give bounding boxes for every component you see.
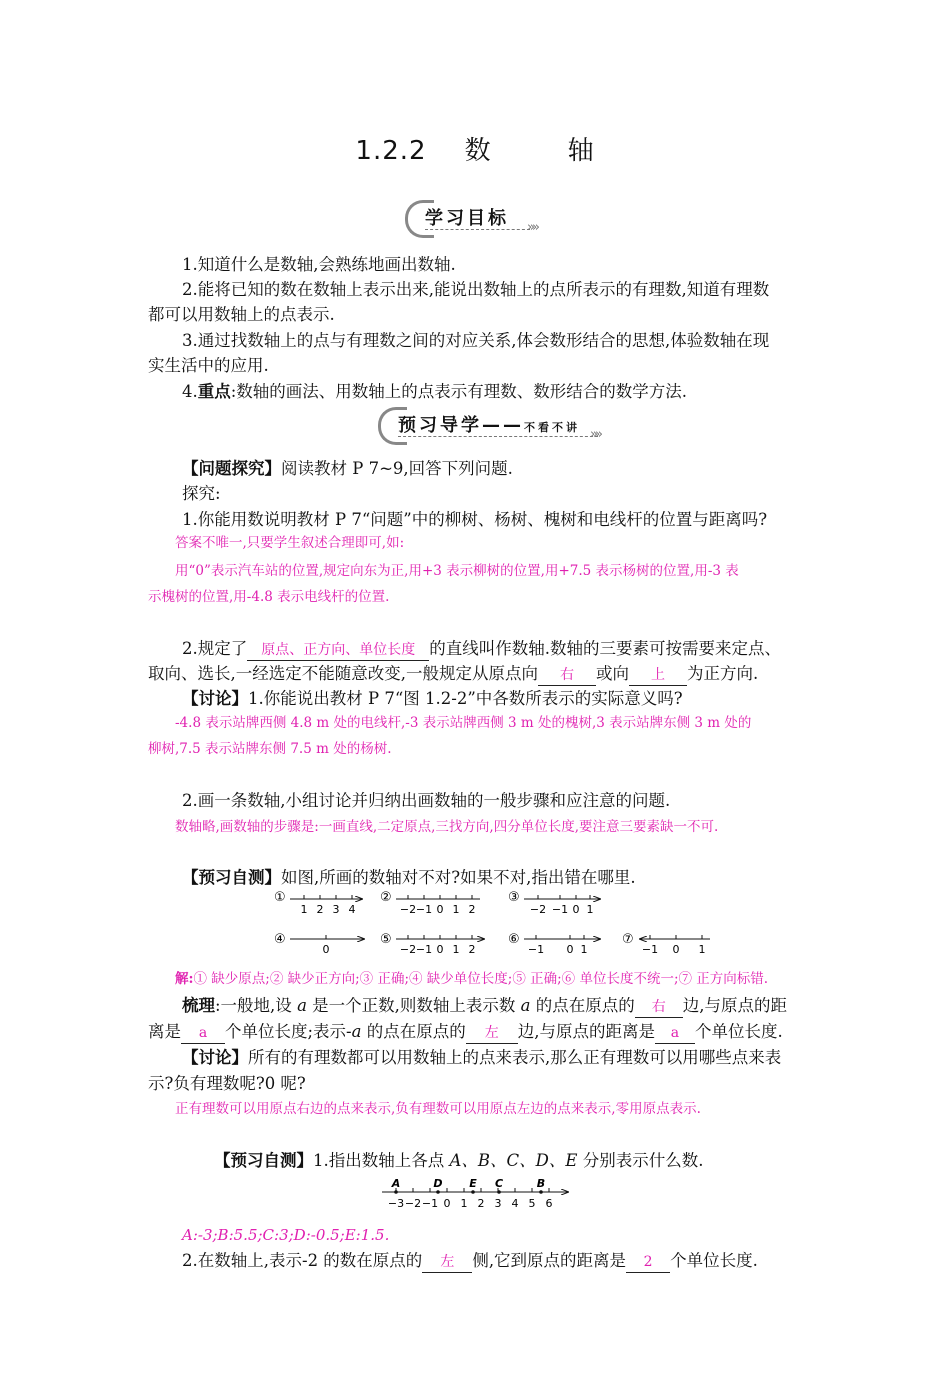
summary-line-2: 离是 a 个单位长度;表示-a 的点在原点的 左 边,与原点的距离是 a 个单位长度. — [148, 1019, 783, 1045]
tick-label: −1 — [551, 903, 569, 916]
goal-3-line-1: 3.通过找数轴上的点与有理数之间的对应关系,体会数形结合的思想,体验数轴在现 — [182, 331, 770, 350]
summary-line-1: 梳理:一般地,设 a 是一个正数,则数轴上表示数 a 的点在原点的 右 边,与原点的距 — [182, 993, 787, 1019]
axis-figure-4 — [274, 932, 364, 956]
point-dot — [394, 1190, 398, 1194]
discuss2-line-2: 示?负有理数呢?0 呢? — [148, 1074, 306, 1093]
number-line-abcde — [378, 1174, 578, 1214]
title-char-2: 轴 — [567, 136, 595, 166]
title-char-1: 数 — [464, 136, 492, 166]
discuss1-a2: 数轴略,画数轴的步骤是:一画直线,二定原点,三找方向,四分单位长度,要注意三要素缺一不可. — [175, 819, 719, 835]
tick-label: 0 — [436, 943, 444, 956]
blank-answer: 上 — [629, 665, 687, 686]
tick-label: −2 — [529, 903, 547, 916]
blank-answer: 右 — [538, 665, 596, 686]
tick-label: 2 — [316, 903, 324, 916]
point-dot — [497, 1190, 501, 1194]
blank-answer: a — [655, 1023, 695, 1044]
badge-label: 学习目标 — [425, 208, 509, 229]
tick-label: 4 — [511, 1197, 519, 1210]
section-badge-preview — [378, 405, 608, 445]
blank-answer: 2 — [626, 1252, 670, 1273]
point-dot — [436, 1190, 440, 1194]
tick-label: 1 — [300, 903, 308, 916]
discuss1-q2: 2.画一条数轴,小组讨论并归纳出画数轴的一般步骤和应注意的问题. — [182, 791, 671, 810]
discuss1-a1-line-1: -4.8 表示站牌西侧 4.8 m 处的电线杆,-3 表示站牌西侧 3 m 处的槐树,3 表示站牌东侧 3 m 处的 — [175, 715, 752, 731]
axis-figure-2 — [380, 890, 480, 916]
discuss2-answer: 正有理数可以用原点右边的点来表示,负有理数可以用原点左边的点来表示,零用原点表示. — [175, 1101, 701, 1117]
explore-label: 探究: — [182, 484, 221, 503]
selftest2-q1: 【预习自测】1.指出数轴上各点 A、B、C、D、E 分别表示什么数. — [214, 1151, 704, 1170]
figure-mark: ④ — [274, 932, 286, 947]
tick-label: 2 — [468, 903, 476, 916]
selftest1-question: 【预习自测】如图,所画的数轴对不对?如果不对,指出错在哪里. — [182, 868, 636, 887]
chevron-right-icon: »» — [527, 220, 537, 235]
blank-answer: 左 — [422, 1252, 472, 1273]
axis-figure-6 — [508, 932, 600, 956]
tick-label: −2 — [399, 903, 417, 916]
axis-figure-5 — [380, 932, 484, 956]
point-label-b: B — [536, 1177, 546, 1190]
figure-mark: ① — [274, 890, 286, 905]
tick-label: 0 — [436, 903, 444, 916]
figure-mark: ③ — [508, 890, 520, 905]
tick-label: −1 — [421, 1197, 439, 1210]
page-title — [0, 130, 950, 167]
tick-label: −3 — [387, 1197, 405, 1210]
tick-label: 1 — [452, 903, 460, 916]
figure-mark: ⑦ — [622, 932, 634, 947]
title-number: 1.2.2 — [355, 136, 427, 166]
explore-intro: 【问题探究】阅读教材 P 7~9,回答下列问题. — [182, 459, 513, 478]
axis-figure-7 — [622, 932, 710, 956]
selftest2-a1: A:-3;B:5.5;C:3;D:-0.5;E:1.5. — [182, 1226, 390, 1244]
tick-label: 1 — [580, 943, 588, 956]
tick-label: 1 — [460, 1197, 468, 1210]
tick-label: 2 — [477, 1197, 485, 1210]
tick-label: 4 — [348, 903, 356, 916]
section-badge-goals — [405, 198, 545, 238]
point-label-e: E — [469, 1177, 477, 1190]
tick-label: 6 — [545, 1197, 553, 1210]
tick-label: 0 — [672, 943, 680, 956]
point-dot — [471, 1190, 475, 1194]
tick-label: −1 — [415, 943, 433, 956]
tick-label: 2 — [468, 943, 476, 956]
tick-label: 3 — [494, 1197, 502, 1210]
blank-answer: 原点、正方向、单位长度 — [247, 640, 429, 661]
tick-label: 3 — [332, 903, 340, 916]
tick-label: 5 — [528, 1197, 536, 1210]
discuss1-q1: 【讨论】1.你能说出教材 P 7“图 1.2-2”中各数所表示的实际意义吗? — [182, 689, 683, 708]
tick-label: 0 — [572, 903, 580, 916]
blank-answer: 左 — [466, 1023, 518, 1044]
tick-label: 0 — [322, 943, 330, 956]
tick-label: −1 — [415, 903, 433, 916]
tick-label: 1 — [698, 943, 706, 956]
point-dot — [539, 1190, 543, 1194]
figure-mark: ② — [380, 890, 392, 905]
figure-mark: ⑤ — [380, 932, 392, 947]
tick-label: −1 — [641, 943, 659, 956]
tick-label: −1 — [527, 943, 545, 956]
goal-2-line-1: 2.能将已知的数在数轴上表示出来,能说出数轴上的点所表示的有理数,知道有理数 — [182, 280, 770, 299]
badge-label: 预习导学——不看不讲 — [398, 415, 580, 436]
tick-label: −2 — [399, 943, 417, 956]
blank-answer: 右 — [635, 997, 683, 1018]
point-label-a: A — [391, 1177, 401, 1190]
point-label-d: D — [433, 1177, 443, 1190]
discuss2-line-1: 【讨论】所有的有理数都可以用数轴上的点来表示,那么正有理数可以用哪些点来表 — [182, 1048, 782, 1067]
point-label-c: C — [494, 1177, 504, 1190]
explore-a1-line-3: 示槐树的位置,用-4.8 表示电线杆的位置. — [148, 589, 390, 605]
tick-label: 1 — [586, 903, 594, 916]
tick-label: −2 — [404, 1197, 422, 1210]
selftest1-answer: 解:① 缺少原点;② 缺少正方向;③ 正确;④ 缺少单位长度;⑤ 正确;⑥ 单位长度不统一;⑦ 正方向标错. — [175, 971, 769, 987]
tick-label: 0 — [566, 943, 574, 956]
goal-3-line-2: 实生活中的应用. — [148, 356, 269, 375]
axis-figure-3 — [508, 890, 600, 916]
explore-a1-line-1: 答案不唯一,只要学生叙述合理即可,如: — [175, 535, 405, 551]
goal-2-line-2: 都可以用数轴上的点表示. — [148, 305, 335, 324]
explore-q2-line-2: 取向、选长,一经选定不能随意改变,一般规定从原点向 右 或向 上 为正方向. — [148, 661, 758, 687]
selftest2-q2: 2.在数轴上,表示-2 的数在原点的 左 侧,它到原点的距离是 2 个单位长度. — [182, 1248, 758, 1274]
figure-mark: ⑥ — [508, 932, 520, 947]
explore-q1: 1.你能用数说明教材 P 7“问题”中的柳树、杨树、槐树和电线杆的位置与距离吗? — [182, 510, 768, 529]
badge-underline — [398, 436, 598, 437]
tick-label: 0 — [443, 1197, 451, 1210]
goal-4: 4.重点:数轴的画法、用数轴上的点表示有理数、数形结合的数学方法. — [182, 382, 688, 401]
discuss1-a1-line-2: 柳树,7.5 表示站牌东侧 7.5 m 处的杨树. — [148, 741, 392, 757]
chevron-right-icon: »» — [590, 427, 600, 442]
badge-underline — [425, 229, 530, 230]
number-line-figures — [270, 888, 720, 960]
blank-answer: a — [181, 1023, 225, 1044]
tick-label: 1 — [452, 943, 460, 956]
explore-a1-line-2: 用“0”表示汽车站的位置,规定向东为正,用+3 表示柳树的位置,用+7.5 表示杨树的位置,用-3 表 — [175, 563, 739, 579]
axis-figure-1 — [274, 890, 362, 916]
goal-1: 1.知道什么是数轴,会熟练地画出数轴. — [182, 255, 456, 274]
explore-q2-line-1: 2.规定了 原点、正方向、单位长度 的直线叫作数轴.数轴的三要素可按需要来定点、 — [182, 636, 781, 662]
